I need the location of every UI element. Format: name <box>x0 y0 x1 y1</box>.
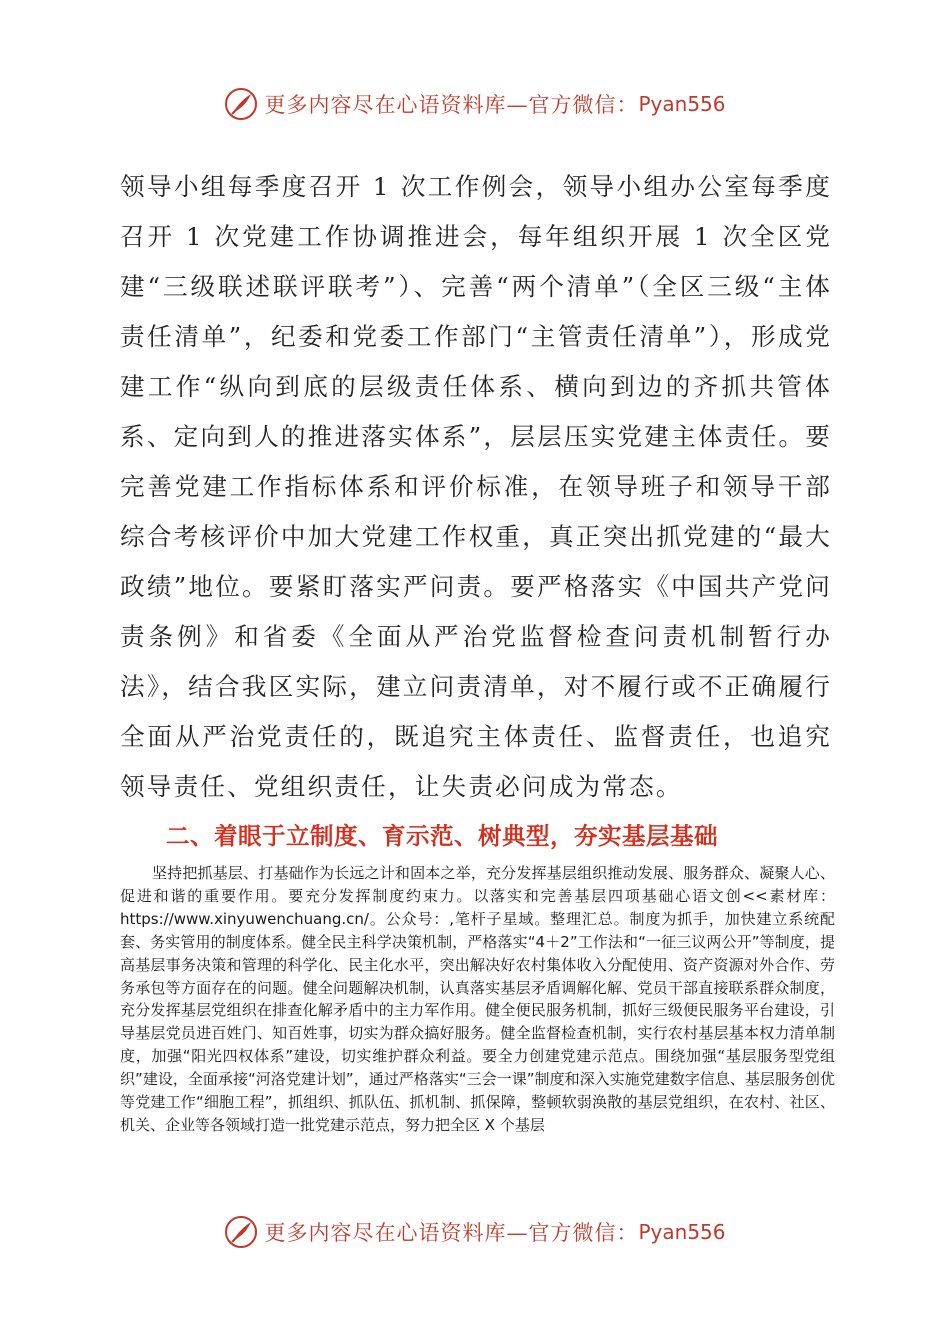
paragraph-continuation <box>120 162 832 812</box>
quill-logo-icon <box>224 1215 258 1249</box>
continuation-text: 领导小组每季度召开 1 次工作例会，领导小组办公室每季度召开 1 次党建工作协调推进会，每年组织开展 1 次全区党建“三级联述联评联考”）、完善“两个清单”（全区三级“主体责任清单”，纪委和党委工作部门“主管责任清单”），形成党建工作“纵向到底的层级责任体系、横向到边的齐抓共管体系、定向到人的推进落实体系”，层层压实党建主体责任。要完善党建工作指标体系和评价标准，在领导班子和领导干部综合考核评价中加大党建工作权重，真正突出抓党建的“最大政绩”地位。要紧盯落实严问责。要严格落实《中国共产党问责条例》和省委《全面从严治党监督检查问责机制暂行办法》，结合我区实际，建立问责清单，对不履行或不正确履行全面从严治党责任的，既追究主体责任、监督责任，也追究领导责任、党组织责任，让失责必问成为常态。 <box>120 172 832 801</box>
header-banner-id: Pyan556 <box>638 92 726 116</box>
section-heading: 二、着眼于立制度、育示范、树典型，夯实基层基础 <box>166 822 718 850</box>
quill-logo-icon <box>224 87 258 121</box>
footer-banner-text: 更多内容尽在心语资料库—官方微信： <box>264 1221 639 1245</box>
section-body <box>120 862 835 1137</box>
header-banner <box>0 84 950 124</box>
header-banner-text: 更多内容尽在心语资料库—官方微信： <box>264 93 639 117</box>
section-paragraph: 坚持把抓基层、打基础作为长远之计和固本之举，充分发挥基层组织推动发展、服务群众、凝聚人心、促进和谐的重要作用。要充分发挥制度约束力。以落实和完善基层四项基础心语文创<<素材库：https://www.xinyuwenchuang.cn/。公众号：,笔杆子星域。整理汇总。制度为抓手，加快建立系统配套、务实管用的制度体系。健全民主科学决策机制，严格落实“4＋2”工作法和“一征三议两公开”等制度，提高基层事务决策和管理的科学化、民主化水平，突出解决好农村集体收入分配使用、资产资源对外合作、劳务承包等方面存在的问题。健全问题解决机制，认真落实基层矛盾调解化解、党员干部直接联系群众制度，充分发挥基层党组织在排查化解矛盾中的主力军作用。健全便民服务机制，抓好三级便民服务平台建设，引导基层党员进百姓门、知百姓事，切实为群众搞好服务。健全监督检查机制，实行农村基层基本权力清单制度，加强“阳光四权体系”建设，切实维护群众利益。要全力创建党建示范点。围绕加强“基层服务型党组织”建设，全面承接“河洛党建计划”，通过严格落实“三会一课”制度和深入实施党建数字信息、基层服务创优等党建工作“细胞工程”，抓组织、抓队伍、抓机制、抓保障，整顿软弱涣散的基层党组织，在农村、社区、机关、企业等各领域打造一批党建示范点，努力把全区 X 个基层 <box>120 864 835 1134</box>
footer-banner-id: Pyan556 <box>638 1220 726 1244</box>
footer-banner <box>0 1212 950 1252</box>
